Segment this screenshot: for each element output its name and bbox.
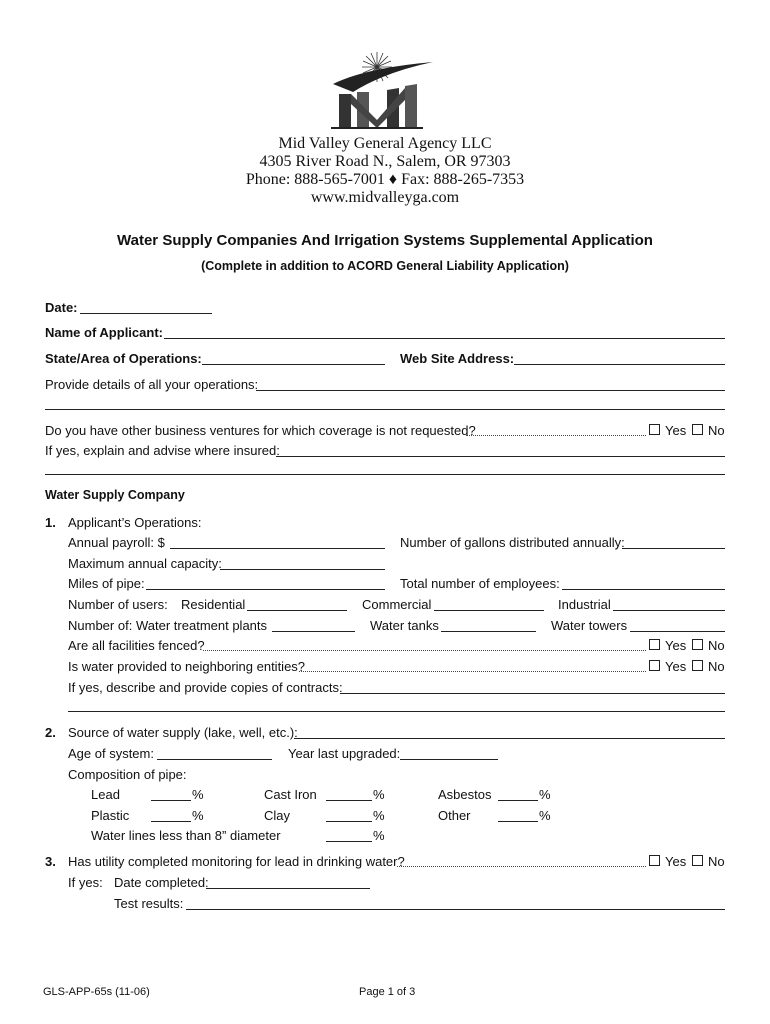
residential-field[interactable] xyxy=(247,610,347,611)
website-address-label: Web Site Address: xyxy=(400,351,515,366)
lead-monitoring-question: Has utility completed monitoring for lead in drinking water? xyxy=(68,854,405,869)
annual-payroll-field[interactable] xyxy=(170,548,385,549)
company-website: www.midvalleyga.com xyxy=(310,189,460,206)
neighboring-no-label: No xyxy=(708,659,725,674)
asbestos-percent: % xyxy=(539,787,551,802)
neighboring-yes-checkbox[interactable] xyxy=(649,660,660,671)
date-completed-field[interactable] xyxy=(206,888,370,889)
ventures-explain-field[interactable] xyxy=(276,456,725,457)
ventures-explain-field-2[interactable] xyxy=(45,474,725,475)
asbestos-field[interactable] xyxy=(498,800,538,801)
ventures-yes-label: Yes xyxy=(665,423,687,438)
company-logo xyxy=(325,48,441,130)
fenced-no-label: No xyxy=(708,638,725,653)
commercial-label: Commercial xyxy=(362,597,432,612)
operations-details-label: Provide details of all your operations: xyxy=(45,377,259,392)
company-contact: Phone: 888-565-7001 ♦ Fax: 888-265-7353 xyxy=(245,171,525,188)
clay-percent: % xyxy=(373,808,385,823)
state-area-field[interactable] xyxy=(202,364,385,365)
industrial-field[interactable] xyxy=(613,610,725,611)
contracts-label: If yes, describe and provide copies of contracts: xyxy=(68,680,343,695)
miles-pipe-field[interactable] xyxy=(146,589,385,590)
fenced-question: Are all facilities fenced? xyxy=(68,638,205,653)
ventures-question: Do you have other business ventures for which coverage is not requested? xyxy=(45,423,476,438)
ventures-explain-label: If yes, explain and advise where insured: xyxy=(45,443,280,458)
q1-label: Applicant’s Operations: xyxy=(68,515,202,530)
q3-number: 3. xyxy=(45,854,56,869)
water-towers-field[interactable] xyxy=(630,631,725,632)
fenced-dots xyxy=(203,650,646,651)
plastic-field[interactable] xyxy=(151,821,191,822)
ventures-no-label: No xyxy=(708,423,725,438)
cast-iron-label: Cast Iron xyxy=(264,787,317,802)
other-percent: % xyxy=(539,808,551,823)
date-completed-label: Date completed: xyxy=(114,875,209,890)
annual-payroll-label: Annual payroll: $ xyxy=(68,535,165,550)
water-source-label: Source of water supply (lake, well, etc.): xyxy=(68,725,298,740)
form-id: GLS-APP-65s (11-06) xyxy=(43,986,150,998)
gallons-label: Number of gallons distributed annually: xyxy=(400,535,625,550)
asbestos-label: Asbestos xyxy=(438,787,492,802)
commercial-field[interactable] xyxy=(434,610,544,611)
cast-iron-percent: % xyxy=(373,787,385,802)
neighboring-question: Is water provided to neighboring entities? xyxy=(68,659,306,674)
applicant-name-field[interactable] xyxy=(164,338,725,339)
gallons-field[interactable] xyxy=(622,548,725,549)
section-heading: Water Supply Company xyxy=(45,488,185,502)
water-tanks-label: Water tanks xyxy=(370,618,439,633)
contracts-field[interactable] xyxy=(340,693,725,694)
neighboring-dots xyxy=(299,671,646,672)
system-age-field[interactable] xyxy=(157,759,272,760)
lead-label: Lead xyxy=(91,787,120,802)
fenced-yes-checkbox[interactable] xyxy=(649,639,660,650)
date-label: Date: xyxy=(45,300,78,315)
plastic-percent: % xyxy=(192,808,204,823)
water-tanks-field[interactable] xyxy=(441,631,536,632)
users-label: Number of users: xyxy=(68,597,168,612)
q1-number: 1. xyxy=(45,515,56,530)
pipe-composition-label: Composition of pipe: xyxy=(68,767,187,782)
other-field[interactable] xyxy=(498,821,538,822)
last-upgraded-field[interactable] xyxy=(400,759,498,760)
capacity-field[interactable] xyxy=(220,569,385,570)
lead-monitoring-yes-label: Yes xyxy=(665,854,687,869)
fenced-yes-label: Yes xyxy=(665,638,687,653)
date-field[interactable] xyxy=(80,313,212,314)
applicant-name-label: Name of Applicant: xyxy=(45,325,163,340)
capacity-label: Maximum annual capacity: xyxy=(68,556,222,571)
water-towers-label: Water towers xyxy=(551,618,628,633)
miles-pipe-label: Miles of pipe: xyxy=(68,576,145,591)
residential-label: Residential xyxy=(181,597,246,612)
q2-number: 2. xyxy=(45,725,56,740)
cast-iron-field[interactable] xyxy=(326,800,372,801)
operations-details-field-2[interactable] xyxy=(45,409,725,410)
if-yes-label: If yes: xyxy=(68,875,103,890)
ventures-no-checkbox[interactable] xyxy=(692,424,703,435)
lead-field[interactable] xyxy=(151,800,191,801)
number-of-label: Number of: xyxy=(68,618,133,633)
lead-percent: % xyxy=(192,787,204,802)
small-lines-label: Water lines less than 8” diameter xyxy=(91,828,281,843)
page-number: Page 1 of 3 xyxy=(359,986,416,998)
ventures-dots xyxy=(466,435,646,436)
website-address-field[interactable] xyxy=(514,364,725,365)
employees-label: Total number of employees: xyxy=(400,576,560,591)
company-name: Mid Valley General Agency LLC xyxy=(278,135,492,152)
other-label: Other xyxy=(438,808,471,823)
system-age-label: Age of system: xyxy=(68,746,154,761)
treatment-plants-label: Water treatment plants xyxy=(136,618,268,633)
company-address: 4305 River Road N., Salem, OR 97303 xyxy=(259,153,511,170)
lead-monitoring-yes-checkbox[interactable] xyxy=(649,855,660,866)
lead-monitoring-no-label: No xyxy=(708,854,725,869)
form-subtitle: (Complete in addition to ACORD General Liability Application) xyxy=(201,259,569,273)
lead-monitoring-no-checkbox[interactable] xyxy=(692,855,703,866)
industrial-label: Industrial xyxy=(558,597,611,612)
neighboring-yes-label: Yes xyxy=(665,659,687,674)
last-upgraded-label: Year last upgraded: xyxy=(288,746,401,761)
ventures-yes-checkbox[interactable] xyxy=(649,424,660,435)
plastic-label: Plastic xyxy=(91,808,130,823)
treatment-plants-field[interactable] xyxy=(272,631,355,632)
small-lines-field[interactable] xyxy=(326,841,372,842)
test-results-label: Test results: xyxy=(114,896,184,911)
operations-details-field[interactable] xyxy=(256,390,725,391)
neighboring-no-checkbox[interactable] xyxy=(692,660,703,671)
small-lines-percent: % xyxy=(373,828,385,843)
employees-field[interactable] xyxy=(562,589,725,590)
clay-label: Clay xyxy=(264,808,291,823)
clay-field[interactable] xyxy=(326,821,372,822)
water-source-field[interactable] xyxy=(294,738,725,739)
lead-monitoring-dots xyxy=(397,866,646,867)
form-title: Water Supply Companies And Irrigation Systems Supplemental Application xyxy=(117,232,653,249)
fenced-no-checkbox[interactable] xyxy=(692,639,703,650)
state-area-label: State/Area of Operations: xyxy=(45,351,202,366)
test-results-field[interactable] xyxy=(186,909,725,910)
contracts-field-2[interactable] xyxy=(68,711,725,712)
